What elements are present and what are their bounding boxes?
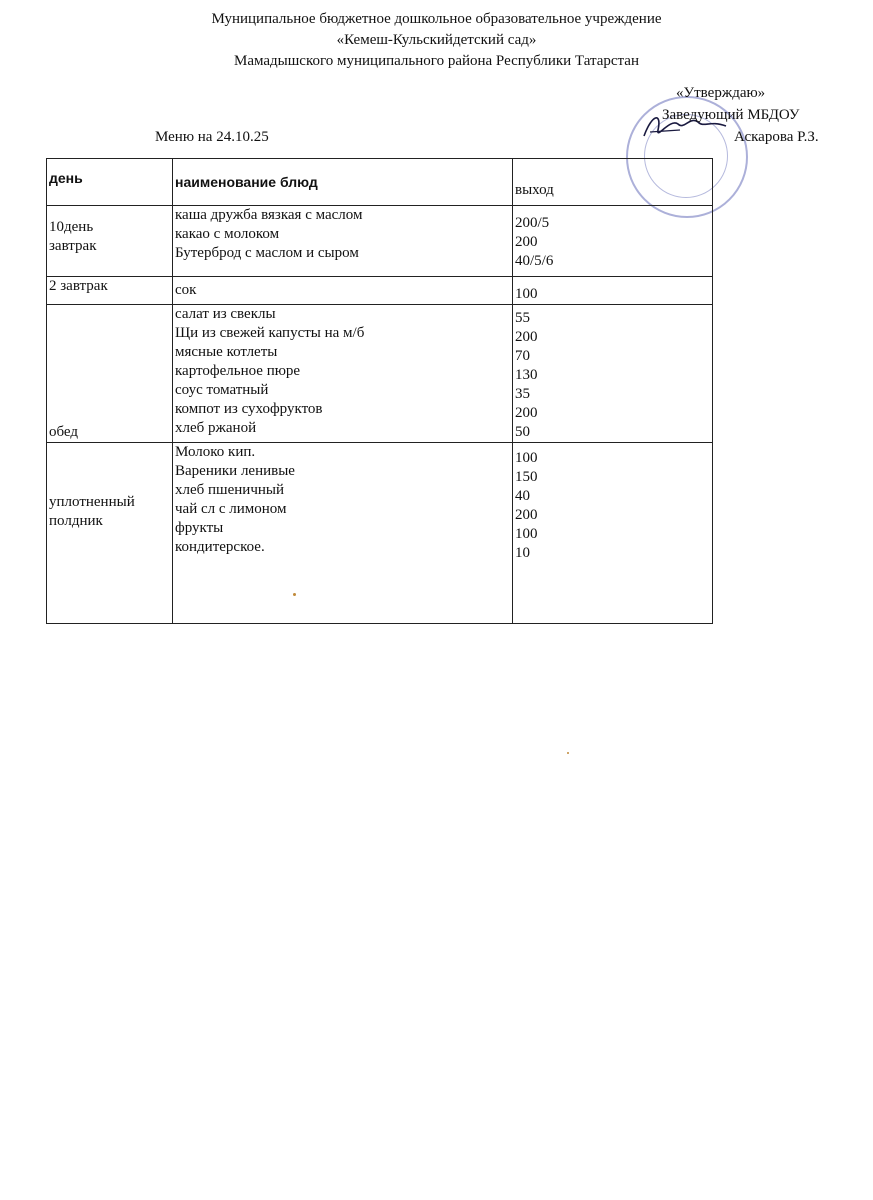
header-dish: наименование блюд xyxy=(173,159,513,206)
dishes-cell: сок xyxy=(173,277,513,305)
table-row xyxy=(47,443,713,624)
org-name-line1: Муниципальное бюджетное дошкольное образовательное учреждение xyxy=(211,11,662,27)
dishes-cell: Молоко кип. Вареники ленивые хлеб пшеничный чай сл с лимоном фрукты кондитерское. xyxy=(173,443,513,624)
meal-cell: обед xyxy=(47,305,173,443)
menu-table xyxy=(46,158,713,624)
outputs-cell: 200/5 200 40/5/6 xyxy=(513,206,713,277)
table-row xyxy=(47,277,713,305)
table-header-row xyxy=(47,159,713,206)
table-row xyxy=(47,206,713,277)
outputs-cell: 55 200 70 130 35 200 50 xyxy=(513,305,713,443)
scan-speck xyxy=(293,593,296,596)
menu-title: Меню на 24.10.25 xyxy=(155,129,269,145)
table-row xyxy=(47,305,713,443)
approval-label: «Утверждаю» xyxy=(676,85,766,101)
outputs-cell: 100 xyxy=(513,277,713,305)
dishes-cell: каша дружба вязкая с маслом какао с молоком Бутерброд с маслом и сыром xyxy=(173,206,513,277)
header-day: день xyxy=(47,159,173,206)
approver-position: Заведующий МБДОУ xyxy=(662,107,800,123)
outputs-cell: 100 150 40 200 100 10 xyxy=(513,443,713,624)
org-name-line2: «Кемеш-Кульскийдетский сад» xyxy=(336,32,537,48)
approver-name: Аскарова Р.З. xyxy=(734,129,819,145)
meal-cell: 2 завтрак xyxy=(47,277,173,305)
org-name-line3: Мамадышского муниципального района Республики Татарстан xyxy=(234,53,639,69)
scan-speck xyxy=(567,752,569,754)
meal-cell: уплотненный полдник xyxy=(47,443,173,624)
dishes-cell: салат из свеклы Щи из свежей капусты на м/б мясные котлеты картофельное пюре соус томатный компот из сухофруктов хлеб ржаной xyxy=(173,305,513,443)
header-output: выход xyxy=(513,159,713,206)
meal-cell: 10день завтрак xyxy=(47,206,173,277)
